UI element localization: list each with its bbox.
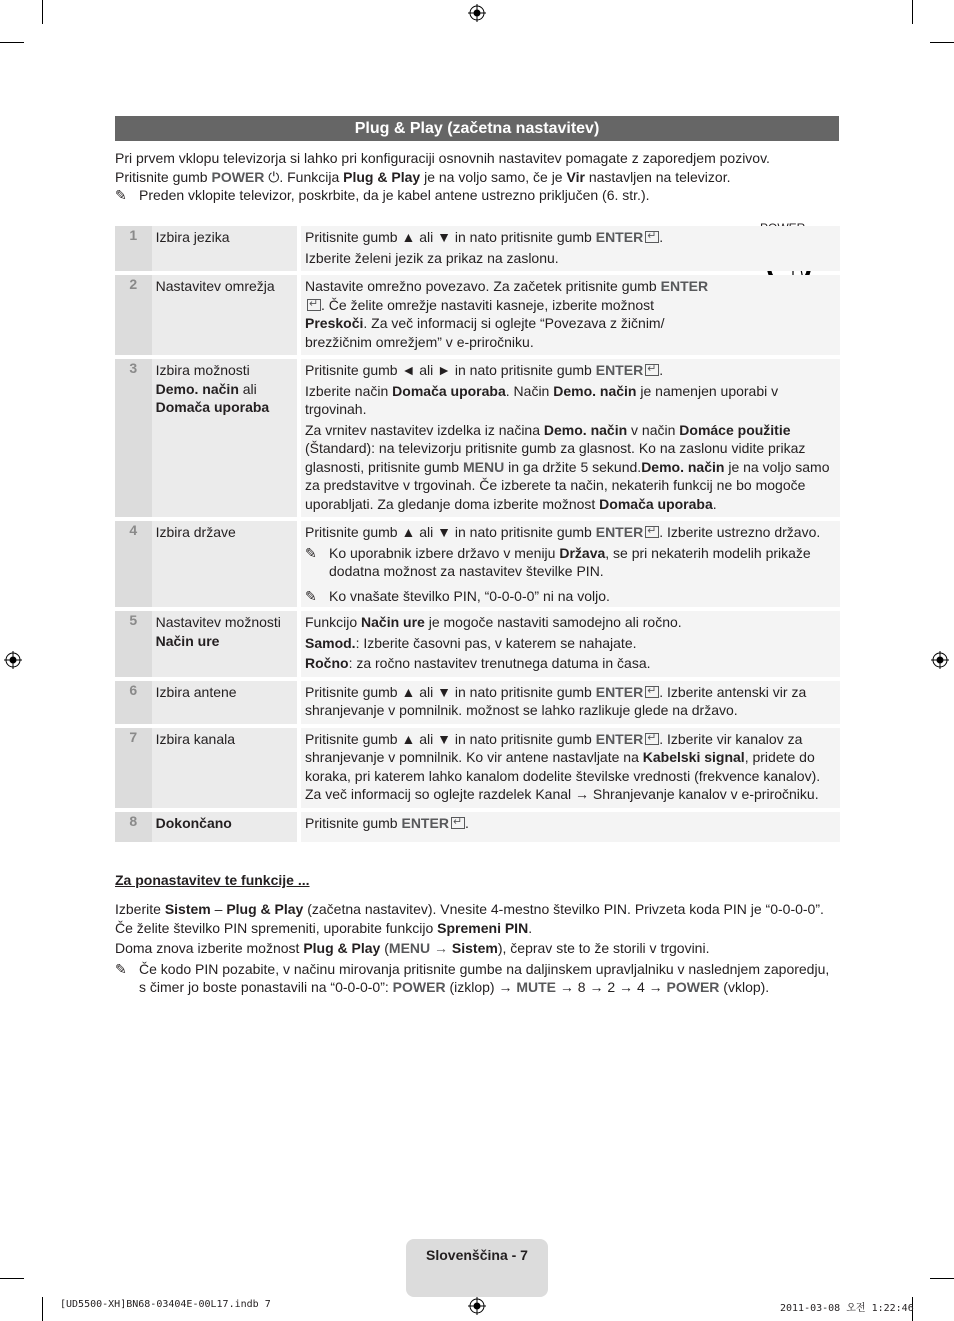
- print-slug-left: [UD5500-XH]BN68-03404E-00L17.indb 7: [60, 1299, 271, 1310]
- enter-icon: [645, 231, 659, 243]
- text: Če kodo PIN pozabite, v načinu mirovanja pritisnite gumbe na daljinskem upravljalniku v naslednjem zaporedju, s čimer jo boste ponastavili na “0-0-0-0”:: [139, 960, 830, 995]
- enter-icon: [307, 299, 321, 311]
- pencil-icon: ✎: [115, 960, 127, 977]
- text: je mogoče nastaviti samodejno ali ročno.: [428, 614, 682, 630]
- text: Izberite način: [305, 382, 389, 399]
- enter-icon: [645, 526, 659, 538]
- text: Pritisnite gumb: [115, 168, 208, 185]
- step-description: [301, 275, 840, 355]
- step-description: [301, 611, 840, 677]
- text: –: [214, 901, 223, 917]
- crop-mark: [42, 1297, 43, 1321]
- text: Demo. način: [553, 382, 637, 399]
- power-key: POWER: [666, 979, 720, 995]
- step-label: Izbira kanala: [152, 728, 298, 808]
- mute-key: MUTE: [516, 979, 557, 995]
- step-number: 4: [115, 521, 152, 607]
- text: Doma znova izberite možnost: [115, 940, 300, 956]
- text: (začetna nastavitev). Vnesite 4-mestno številko PIN. Privzeta koda PIN je “0-0-0-0”. Če želite številko PIN spremeniti, uporabite funkcijo: [115, 901, 824, 936]
- text: Plug & Play: [226, 901, 304, 917]
- note: [115, 186, 840, 205]
- step-label: Izbira države: [152, 521, 298, 607]
- text: . Za več informacij si oglejte “Povezava z žičnim/ brezžičnim omrežjem” v e-priročniku.: [305, 315, 665, 350]
- reset-heading: Za ponastavitev te funkcije ...: [115, 872, 310, 888]
- text: Domača uporaba: [599, 495, 713, 512]
- step-label: [152, 812, 298, 842]
- page-footer: Slovenščina - 7: [406, 1239, 548, 1297]
- step-label: Nastavitev omrežja: [152, 275, 298, 355]
- note-text: Preden vklopite televizor, poskrbite, da je kabel antene ustrezno priključen (6. str.).: [139, 187, 650, 203]
- table-row: [115, 359, 840, 517]
- text: Demo. način: [155, 380, 239, 397]
- text: Pritisnite gumb: [305, 814, 398, 831]
- text: , se pri nekaterih modelih prikaže dodatna možnost za nastavitev številke PIN.: [329, 544, 811, 579]
- text: Pritisnite gumb ▲ ali ▼ in nato pritisnite gumb: [305, 229, 592, 245]
- step-description: Pritisnite gumb ▲ ali ▼ in nato pritisnite gumb ENTER↵ . Izberite želeni jezik za prikaz na zaslonu.: [301, 226, 840, 271]
- section-title: Plug & Play (začetna nastavitev): [115, 116, 839, 141]
- text: . Če želite omrežje nastaviti kasneje, izberite možnost: [321, 296, 655, 313]
- text: (izklop) →: [449, 979, 513, 995]
- text: .: [528, 919, 533, 936]
- step-number: 8: [115, 812, 152, 842]
- pencil-icon: ✎: [115, 187, 127, 203]
- text: in ga držite 5 sekund.: [508, 458, 642, 475]
- crop-mark: [930, 1278, 954, 1279]
- pencil-icon: ✎: [305, 587, 317, 604]
- text: Izbira možnosti: [155, 362, 250, 378]
- table-row: [115, 681, 840, 724]
- table-row: [115, 521, 840, 607]
- text: Spremeni PIN: [437, 919, 529, 936]
- text: Nastavitev možnosti: [155, 614, 281, 630]
- table-row: [115, 611, 840, 677]
- enter-key: ENTER: [595, 683, 644, 700]
- text: . Funkcija: [279, 168, 340, 185]
- enter-key: ENTER: [401, 814, 449, 831]
- enter-icon: [645, 364, 659, 376]
- text: Nastavite omrežno povezavo. Za začetek pritisnite gumb: [305, 278, 657, 294]
- step-description: [301, 728, 840, 808]
- enter-icon: [451, 817, 465, 829]
- step-number: 5: [115, 611, 152, 677]
- steps-table: [115, 222, 840, 846]
- intro-line: Pri prvem vklopu televizorja si lahko pri konfiguraciji osnovnih nastavitev pomagate z zaporedjem pozivov.: [115, 150, 770, 166]
- text: (: [384, 940, 389, 956]
- step-number: 6: [115, 681, 152, 724]
- text: Sistem: [164, 901, 211, 917]
- registration-mark-icon: [468, 1297, 486, 1315]
- text: Ko vnašate številko PIN, “0-0-0-0” ni na voljo.: [329, 587, 610, 604]
- text: (vklop).: [723, 979, 770, 995]
- text: Način ure: [361, 614, 425, 630]
- text: Funkcijo: [305, 614, 358, 630]
- table-row: [115, 226, 840, 271]
- step-number: 1: [115, 226, 152, 271]
- step-description: Pritisnite gumb ◄ ali ► in nato pritisnite gumb ENTER↵ . Izberite način Domača uporaba. Način Demo. način je namenjen uporabi v trgovinah. Za vrnitev nastavitev izdelka iz načina Demo. način v način Domáce použitie (Štandard): na televizorju pritisnite gumb za glasnost. Ko na zaslonu vidite prikaz glasnosti, pritisnite gumb MENU in ga držite 5 sekund.Demo. način je na voljo samo za predstavitve v trgovinah. Če izberete ta način, nekaterih funkcij ne bo mogoče uporabljati. Za gledanje doma izberite možnost Domača uporaba.: [301, 359, 840, 517]
- text: je namenjen uporabi v trgovinah.: [305, 382, 779, 417]
- text: Domáce použitie: [679, 421, 791, 438]
- text: ), čeprav ste to že storili v trgovini.: [497, 940, 710, 956]
- text: , pridete do koraka, pri katerem lahko kanalom dodelite številske vrednosti (frekvence kanalov). Za več informacij so oglejte razdelek Kanal → Shranjevanje kanalov v e-priročniku.: [305, 749, 821, 802]
- enter-key: ENTER: [595, 730, 644, 747]
- text: Domača uporaba: [155, 399, 270, 415]
- text: Plug & Play: [303, 940, 381, 956]
- text: .: [712, 495, 717, 512]
- text: ali: [242, 380, 257, 397]
- note: [305, 544, 836, 581]
- text: Sistem: [451, 940, 498, 956]
- step-number: 3: [115, 359, 152, 517]
- registration-mark-icon: [4, 651, 22, 669]
- text: Pritisnite gumb ▲ ali ▼ in nato pritisnite gumb: [305, 524, 592, 540]
- text: → 8 → 2 → 4 →: [559, 979, 663, 995]
- text: Ko uporabnik izbere državo v meniju: [329, 544, 556, 561]
- text: Kabelski signal: [642, 749, 745, 765]
- crop-mark: [0, 42, 24, 43]
- step-label: Izbira jezika: [152, 226, 298, 271]
- enter-key: ENTER: [595, 362, 644, 378]
- intro: [115, 149, 840, 205]
- power-key: POWER: [211, 168, 265, 185]
- power-icon: ⏻: [268, 168, 280, 185]
- table-row: [115, 728, 840, 808]
- step-number: 2: [115, 275, 152, 355]
- note: [305, 587, 836, 606]
- enter-key: ENTER: [595, 229, 644, 245]
- step-number: 7: [115, 728, 152, 808]
- text: je na voljo samo, če je: [424, 168, 563, 185]
- text: Vir: [566, 168, 585, 185]
- crop-mark: [0, 1278, 24, 1279]
- text: v način: [631, 421, 676, 438]
- text: Pritisnite gumb ◄ ali ► in nato pritisnite gumb: [305, 362, 592, 378]
- step-label: [152, 611, 298, 677]
- text: Domača uporaba: [392, 382, 506, 399]
- text: . Izberite ustrezno državo.: [659, 524, 821, 540]
- step-label: Izbira antene: [152, 681, 298, 724]
- crop-mark: [42, 0, 43, 24]
- step-description: [301, 681, 840, 724]
- enter-icon: [645, 733, 659, 745]
- menu-key: MENU: [462, 458, 505, 475]
- text: Način ure: [155, 632, 220, 649]
- pencil-icon: ✎: [305, 544, 317, 561]
- text: Izberite: [115, 901, 161, 917]
- text: : Izberite časovni pas, v katerem se nahajate.: [355, 634, 637, 651]
- text: . Izberite vir kanalov za shranjevanje v pomnilnik. Ko vir antene nastavljate na: [305, 730, 803, 765]
- enter-key: ENTER: [660, 278, 709, 294]
- text: Demo. način: [641, 458, 725, 475]
- text: Država: [559, 544, 606, 561]
- text: Ročno: [305, 655, 349, 671]
- text: je na voljo samo za predstavitve v trgovinah. Če izberete ta način, nekaterih funkcij ne bo mogoče uporabljati. Za gledanje doma izberite možnost: [305, 458, 830, 512]
- table-row: [115, 275, 840, 355]
- text: nastavljen na televizor.: [588, 168, 731, 185]
- print-slug-right: 2011-03-08 오전 1:22:46: [780, 1303, 914, 1314]
- text: Pritisnite gumb ▲ ali ▼ in nato pritisnite gumb: [305, 683, 592, 700]
- text: Samod.: [305, 634, 356, 651]
- text: Pritisnite gumb ▲ ali ▼ in nato pritisnite gumb: [305, 730, 592, 747]
- step-description: [301, 521, 840, 607]
- text: : za ročno nastavitev trenutnega datuma in časa.: [348, 655, 651, 671]
- text: Dokončano: [155, 814, 232, 831]
- note: [115, 960, 840, 997]
- text: Preskoči: [305, 315, 364, 331]
- text: . Način: [505, 382, 550, 399]
- enter-icon: [645, 686, 659, 698]
- table-row: [115, 812, 840, 842]
- text: Za vrnitev nastavitev izdelka iz načina: [305, 421, 540, 438]
- text: Demo. način: [543, 421, 628, 438]
- text: Plug & Play: [343, 168, 421, 185]
- crop-mark: [912, 0, 913, 24]
- menu-key: MENU →: [388, 940, 449, 956]
- text: . Izberite antenski vir za shranjevanje v pomnilnik. možnost se lahko razlikuje glede na državo.: [305, 683, 807, 718]
- intro-line: [115, 168, 840, 187]
- step-description: Pritisnite gumb ENTER↵ .: [301, 812, 840, 842]
- crop-mark: [930, 42, 954, 43]
- text: (Štandard): na televizorju pritisnite gumb za glasnost. Ko na zaslonu vidite prikaz glasnosti, pritisnite gumb: [305, 440, 806, 475]
- step-label: [152, 359, 298, 517]
- reset-section: [115, 900, 840, 997]
- registration-mark-icon: [931, 651, 949, 669]
- registration-mark-icon: [468, 4, 486, 22]
- text: Izberite želeni jezik za prikaz na zaslonu.: [305, 249, 559, 266]
- power-key: POWER: [392, 979, 446, 995]
- enter-key: ENTER: [595, 524, 644, 540]
